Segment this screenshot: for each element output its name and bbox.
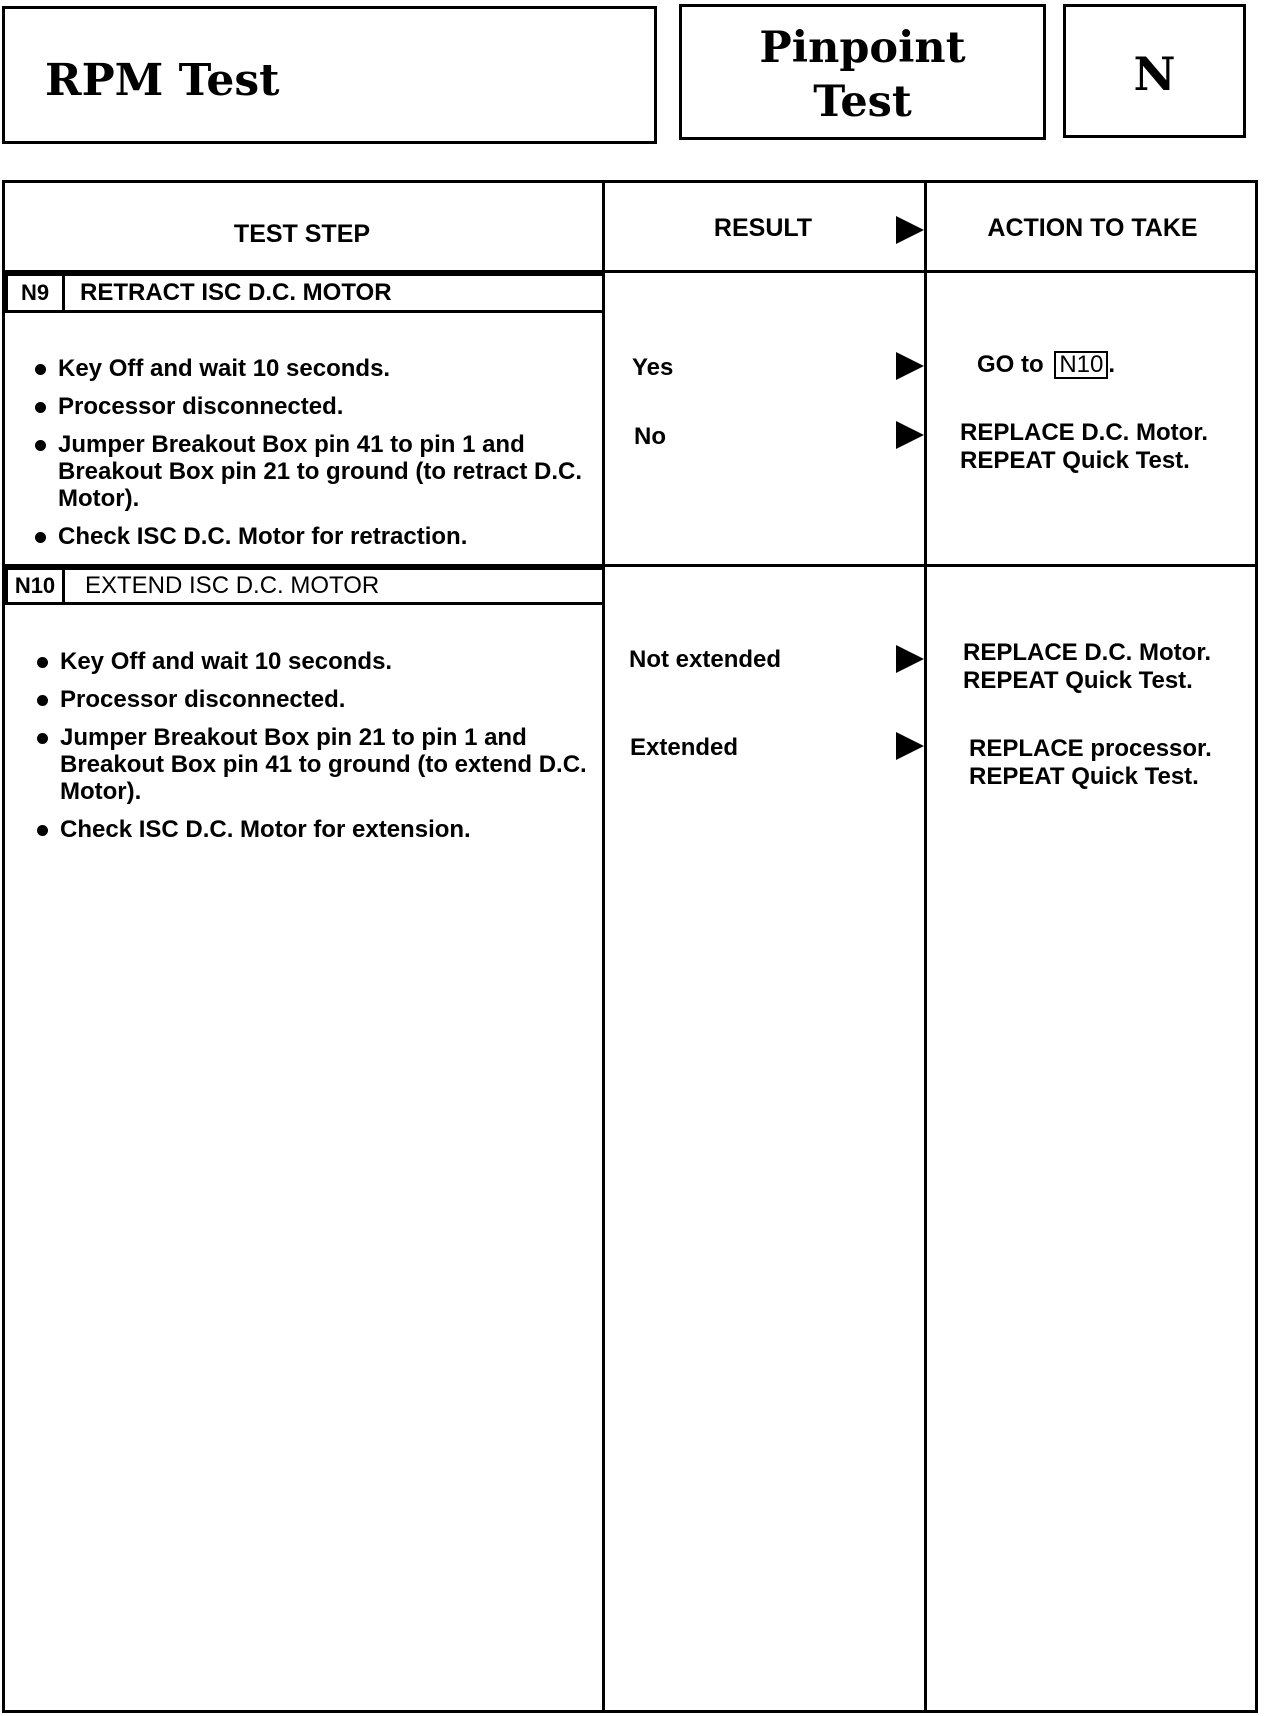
step-reference-link[interactable]: N10 [1054, 351, 1108, 379]
result-label: No [634, 423, 666, 450]
arrow-icon [896, 732, 924, 760]
action-line: REPLACE D.C. Motor. [960, 419, 1209, 446]
action-text [963, 639, 1211, 695]
step-id: N9 [20, 280, 50, 305]
result-label: Not extended [629, 646, 782, 673]
instruction-item: Key Off and wait 10 seconds. [35, 648, 605, 675]
arrow-icon [896, 352, 924, 380]
result-label: Extended [630, 734, 739, 761]
arrow-icon [896, 421, 924, 449]
action-line: REPEAT Quick Test. [969, 763, 1199, 790]
action-period: . [1108, 351, 1116, 378]
result-label: Yes [632, 354, 674, 381]
test-table [2, 180, 1258, 1713]
instruction-item: Check ISC D.C. Motor for extension. [35, 816, 605, 843]
action-text [969, 735, 1212, 791]
column-header-test-step: TEST STEP [233, 220, 371, 248]
arrow-icon [896, 645, 924, 673]
pinpoint-test-box [679, 4, 1046, 140]
action-line: REPLACE processor. [969, 735, 1212, 762]
column-header-action: ACTION TO TAKE [987, 214, 1198, 242]
instruction-item: Processor disconnected. [35, 686, 605, 713]
pinpoint-line-1: Pinpoint [759, 23, 966, 73]
step-title: EXTEND ISC D.C. MOTOR [85, 572, 380, 599]
action-text [960, 419, 1208, 475]
instruction-item: Jumper Breakout Box pin 41 to pin 1 and Breakout Box pin 21 to ground (to retract D.C. Motor). [33, 431, 603, 512]
action-go-to: GO to [977, 351, 1044, 378]
page-title: RPM Test [45, 55, 280, 106]
step-instructions [35, 648, 605, 854]
instruction-item: Processor disconnected. [33, 393, 603, 420]
step-title: RETRACT ISC D.C. MOTOR [80, 279, 392, 306]
title-box [2, 6, 657, 144]
instruction-item: Jumper Breakout Box pin 21 to pin 1 and Breakout Box pin 41 to ground (to extend D.C. Motor). [35, 724, 605, 805]
action-line: REPLACE D.C. Motor. [963, 639, 1212, 666]
action-line: REPEAT Quick Test. [960, 447, 1190, 474]
step-instructions [33, 355, 603, 561]
column-header-result: RESULT [713, 214, 813, 242]
action-text [977, 351, 1115, 379]
section-letter: N [1133, 47, 1176, 101]
instruction-item: Key Off and wait 10 seconds. [33, 355, 603, 382]
arrow-icon [896, 216, 924, 244]
pinpoint-test-label [682, 21, 1043, 129]
section-letter-box [1063, 4, 1246, 138]
pinpoint-line-2: Test [813, 77, 912, 127]
instruction-item: Check ISC D.C. Motor for retraction. [33, 523, 603, 550]
step-id: N10 [14, 573, 56, 598]
action-line: REPEAT Quick Test. [963, 667, 1193, 694]
column-divider-action [924, 183, 927, 1710]
